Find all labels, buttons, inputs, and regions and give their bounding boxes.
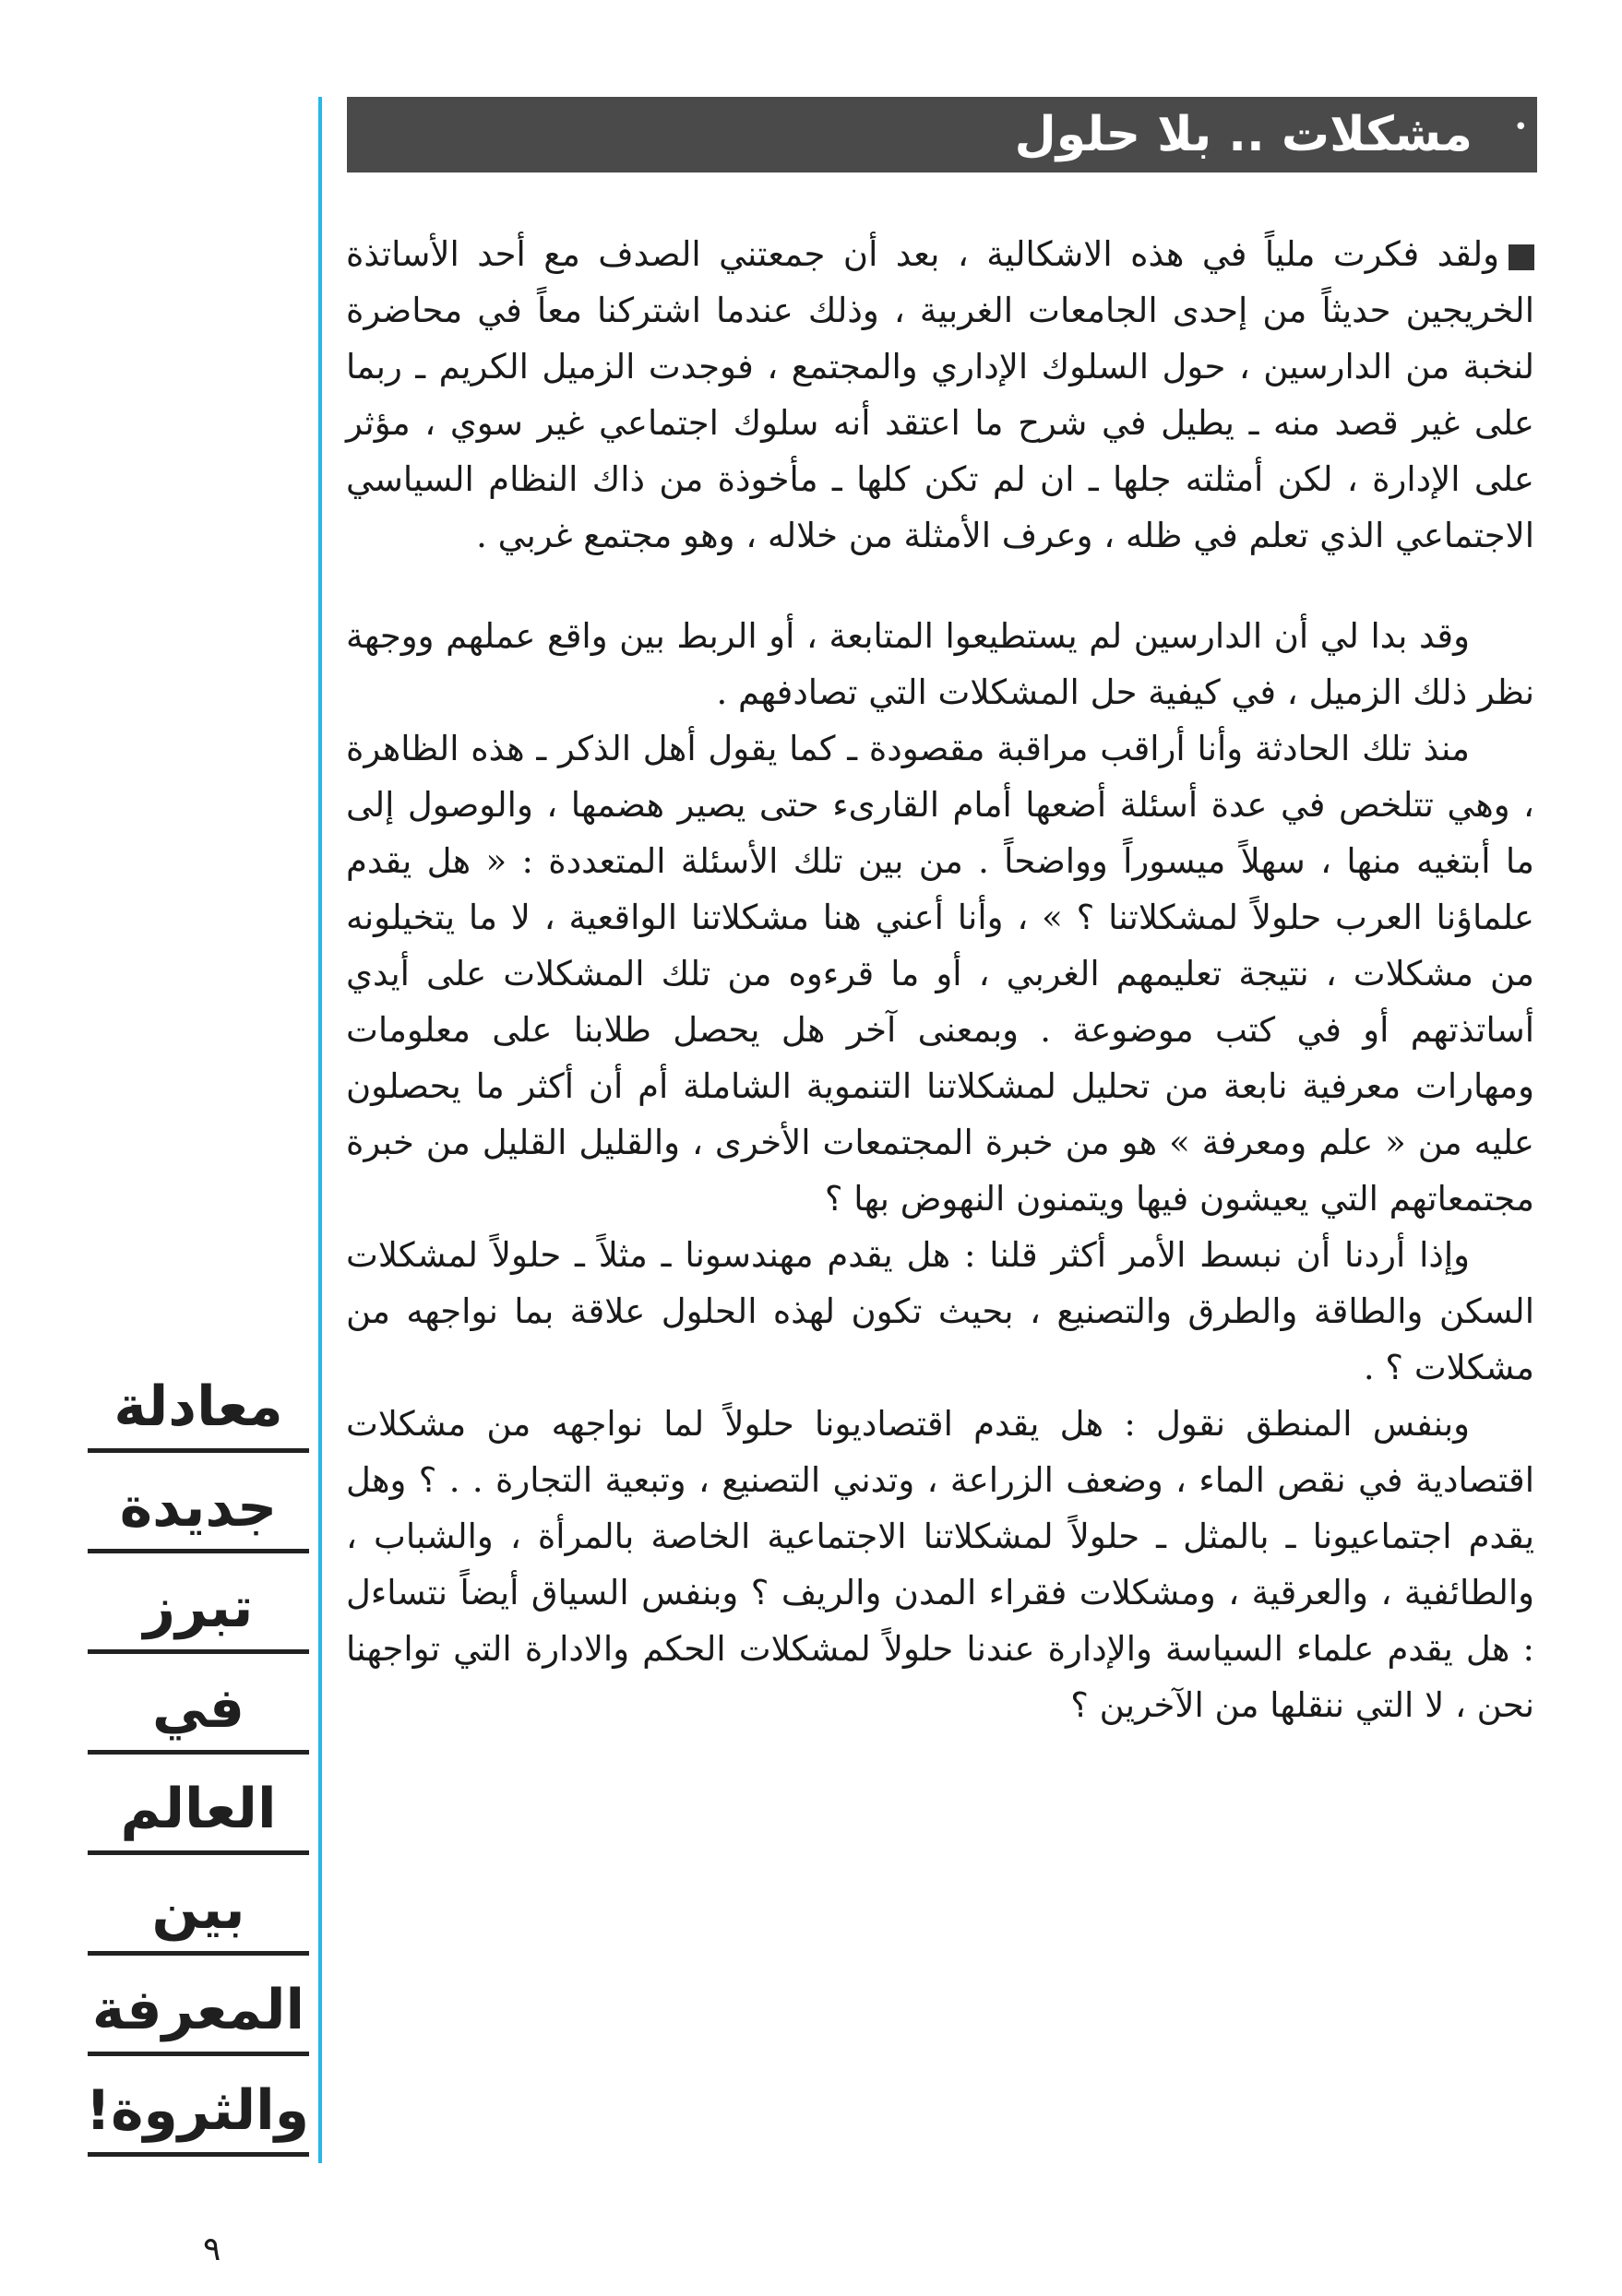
- pull-quote-line: المعرفة: [88, 1969, 309, 2056]
- section-title: مشكلات .. بلا حلول: [1014, 107, 1473, 162]
- pull-quote-line: العالم: [88, 1767, 309, 1855]
- pull-quote-line: معادلة: [88, 1365, 309, 1453]
- article-paragraph-4: وإذا أردنا أن نبسط الأمر أكثر قلنا : هل يقدم مهندسونا ـ مثلاً ـ حلولاً لمشكلات السكن والطاقة والطرق والتصنيع ، بحيث تكون لهذه الحلول علاقة بما نواجهه من مشكلات ؟ .: [346, 1235, 1534, 1387]
- paragraph-marker-icon: [1509, 244, 1534, 270]
- column-divider: [318, 97, 322, 2163]
- pull-quote-line: بين: [88, 1868, 309, 1956]
- section-header-bar: [347, 97, 1537, 172]
- article-paragraph-3: منذ تلك الحادثة وأنا أراقب مراقبة مقصودة ـ كما يقول أهل الذكر ـ هذه الظاهرة ، وهي تتلخص في عدة أسئلة أضعها أمام القارىء حتى يصير هضمها ، والوصول إلى ما أبتغيه منها ، سهلاً ميسوراً وواضحاً . من بين تلك الأسئلة المتعددة : « هل يقدم علماؤنا العرب حلولاً لمشكلاتنا ؟ » ، وأنا أعني هنا مشكلاتنا الواقعية ، لا ما يتخيلونه من مشكلات ، نتيجة تعليمهم الغربي ، أو ما قرءوه من تلك المشكلات على أيدي أساتذتهم أو في كتب موضوعة . وبمعنى آخر هل يحصل طلابنا على معلومات ومهارات معرفية نابعة من تحليل لمشكلاتنا التنموية الشاملة أم أن أكثر ما يحصلون عليه من « علم ومعرفة » هو من خبرة المجتمعات الأخرى ، والقليل القليل من خبرة مجتمعاتهم التي يعيشون فيها ويتمنون النهوض بها ؟: [346, 729, 1534, 1219]
- article-paragraph-5: وبنفس المنطق نقول : هل يقدم اقتصاديونا حلولاً لما نواجهه من مشكلات اقتصادية في نقص الماء ، وضعف الزراعة ، وتدني التصنيع ، وتبعية التجارة . . ؟ وهل يقدم اجتماعيونا ـ بالمثل ـ حلولاً لمشكلاتنا الاجتماعية الخاصة بالمرأة ، والشباب ، والطائفية ، والعرقية ، ومشكلات فقراء المدن والريف ؟ وبنفس السياق أيضاً نتساءل : هل يقدم علماء السياسة والإدارة عندنا حلولاً لمشكلات الحكم والادارة التي تواجهنا نحن ، لا التي ننقلها من الآخرين ؟: [346, 1404, 1534, 1725]
- article-paragraph-2: وقد بدا لي أن الدارسين لم يستطيعوا المتابعة ، أو الربط بين واقع عملهم ووجهة نظر ذلك الزميل ، في كيفية حل المشكلات التي تصادفهم .: [346, 616, 1534, 712]
- pull-quote-line: في: [88, 1667, 309, 1755]
- pull-quote-line: جديدة: [88, 1466, 309, 1553]
- page-number: ٩: [203, 2231, 221, 2268]
- pull-quote-line: تبرز: [88, 1566, 309, 1654]
- pull-quote-line: والثروة!: [88, 2069, 309, 2157]
- pull-quote-sidebar: [85, 1365, 309, 2170]
- header-ornament: •: [1513, 113, 1528, 141]
- article-paragraph-1: ولقد فكرت ملياً في هذه الاشكالية ، بعد أن جمعتني الصدف مع أحد الأساتذة الخريجين حديثاً من إحدى الجامعات الغربية ، وذلك عندما اشتركنا معاً في محاضرة لنخبة من الدارسين ، حول السلوك الإداري والمجتمع ، فوجدت الزميل الكريم ـ ربما على غير قصد منه ـ يطيل في شرح ما اعتقد أنه سلوك اجتماعي غير سوي ، مؤثر على الإدارة ، لكن أمثلته جلها ـ ان لم تكن كلها ـ مأخوذة من ذاك النظام السياسي الاجتماعي الذي تعلم في ظله ، وعرف الأمثلة من خلاله ، وهو مجتمع غربي .: [346, 234, 1534, 555]
- article-body: [346, 226, 1534, 1733]
